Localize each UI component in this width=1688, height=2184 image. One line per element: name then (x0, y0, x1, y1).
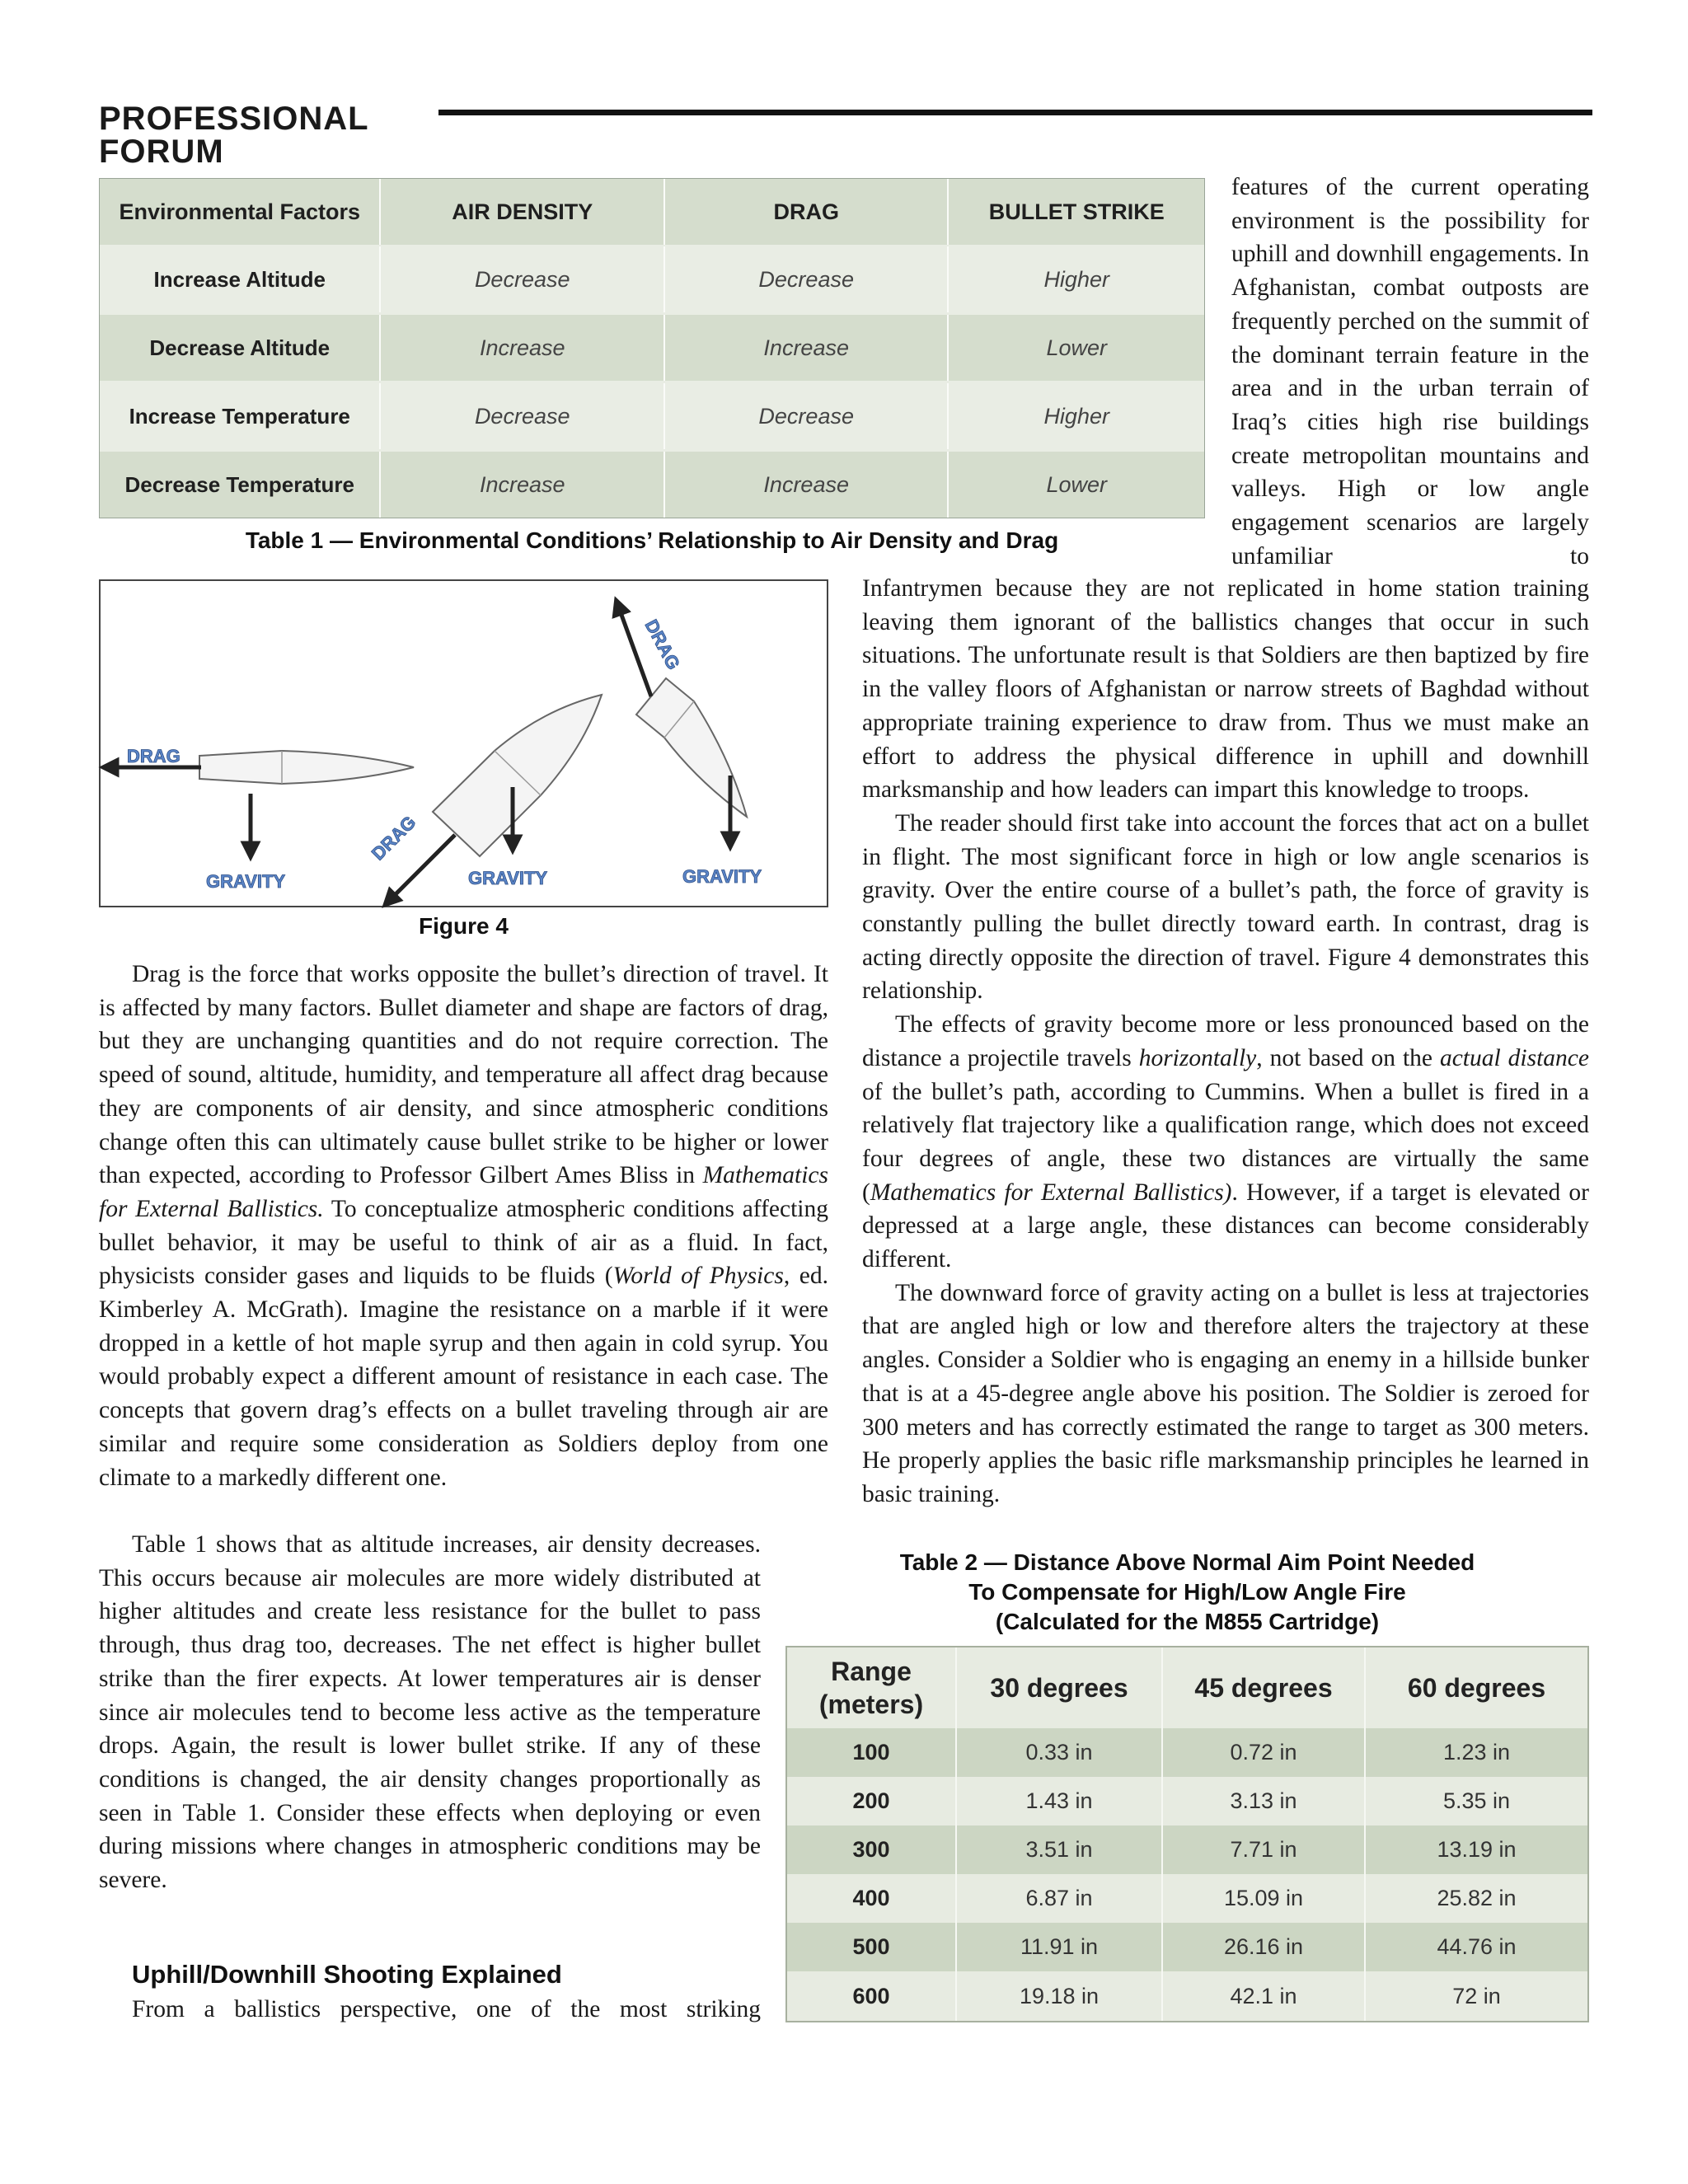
table-2-range-cell: 200 (787, 1777, 957, 1825)
table-2-cell: 25.82 in (1437, 1886, 1517, 1910)
table-2-header-cell: 45 degrees (1163, 1647, 1366, 1728)
right-column-wide-text (862, 572, 1589, 1511)
drag-arrow-3 (618, 606, 651, 696)
figure-4-diagram (101, 581, 827, 906)
table-2-cell: 42.1 in (1163, 1971, 1366, 2021)
text-run: The effects of gravity become more or less pronounced based on the distance a projectile travels (862, 1011, 1589, 1071)
right-column-narrow-text (1231, 171, 1589, 573)
table-2-row (787, 1728, 1587, 1777)
left-column-text-end (99, 1993, 761, 2027)
table-2-caption-line: Table 2 — Distance Above Normal Aim Point Needed (899, 1549, 1475, 1575)
gravity-label-2: GRAVITY (468, 868, 548, 888)
paragraph-uphill-continued: features of the current operating environment is the possibility for uphill and downhill engagements. In Afghanistan, combat outposts are frequently perched on the summit of the dominant terrain feature in the area and in the urban terrain of Iraq’s cities high rise buildings create metropolitan mountains and valleys. High or low angle engagement scenarios are largely unfamiliar to (1231, 174, 1589, 569)
table-2-caption (785, 1548, 1589, 1637)
figure-4-caption: Figure 4 (419, 913, 509, 939)
figure-4 (99, 579, 828, 907)
table-1-row (100, 383, 1204, 449)
table-2-row (787, 1777, 1587, 1825)
paragraph-uphill-start: From a ballistics perspective, one of the most striking (132, 1996, 761, 2022)
table-1 (99, 178, 1205, 518)
table-2-range-cell: 400 (787, 1874, 957, 1923)
table-1-header-cell: DRAG (665, 179, 949, 245)
table-2-cell: 1.23 in (1442, 1740, 1511, 1765)
table-2-row (787, 1825, 1587, 1874)
table-2-cell: 0.72 in (1163, 1728, 1366, 1777)
table-2-range-cell: 100 (787, 1728, 957, 1777)
table-1-row-label: Increase Temperature (100, 383, 381, 449)
table-2-cell: 19.18 in (957, 1971, 1163, 2021)
emphasis: World of Physics (612, 1263, 784, 1290)
left-column-text-wide (99, 958, 828, 1494)
bullet-horizontal (199, 751, 414, 784)
paragraph-gravity-effects (862, 1008, 1589, 1277)
table-1-cell: Increase (665, 452, 949, 518)
table-1-cell: Decrease (665, 383, 949, 449)
table-2-header-row (787, 1647, 1587, 1728)
paragraph-downward-force: The downward force of gravity acting on a bullet is less at trajectories that are angled high or low and therefore alters the trajectory at these angles. Consider a Soldier who is engaging an enemy in a hillside bunker that is at a 45-degree angle above his position. The Soldier is zeroed for 300 meters and has correctly estimated the range to target as 300 meters. He properly applies the basic rifle marksmanship principles he learned in basic training. (862, 1279, 1589, 1507)
header-range-line: (meters) (818, 1690, 924, 1719)
drag-label-1: DRAG (127, 746, 181, 766)
paragraph-table-1-explanation: Table 1 shows that as altitude increases, air density decreases. This occurs because air molecules are more widely distributed at higher altitudes and create less resistance for the bullet to pass through, thus drag too, decreases. The net effect is higher bullet strike than the firer expects. At lower temperatures air is denser since air molecules tend to become less active as the temperature drops. Again, the result is lower bullet strike. If any of these conditions is changed, the air density changes proportionally as seen in Table 1. Consider these effects when deploying or even during missions where changes in atmospheric conditions may be severe. (99, 1531, 761, 1894)
header-rule (438, 110, 1592, 115)
table-1-cell: Increase (665, 315, 949, 381)
drag-label-2: DRAG (367, 812, 420, 865)
table-1-header-cell: AIR DENSITY (381, 179, 664, 245)
table-1-header-cell: Environmental Factors (100, 179, 381, 245)
table-2-cell: 26.16 in (1163, 1923, 1366, 1971)
gravity-label-1: GRAVITY (206, 871, 286, 892)
paragraph-uphill-continued-wide: Infantrymen because they are not replicated in home station training leaving them ignorant of the ballistics changes that occur in such situations. The unfortunate result is that Soldiers are then baptized by fire in the valley floors of Afghanistan or narrow streets of Baghdad without appropriate training experience to draw from. Thus we must make an effort to address the physical difference in uphill and downhill marksmanship and how leaders can impart this knowledge to troops. (862, 575, 1589, 804)
table-2-cell: 5.35 in (1442, 1788, 1511, 1813)
text-run: , ed. Kimberley A. McGrath). Imagine the resistance on a marble if it were dropped in a kettle of hot maple syrup and then again in cold syrup. You would probably expect a different amount of resistance in each case. The concepts that govern drag’s effects on a bullet traveling through air are similar and require some consideration as Soldiers deploy from one climate to a markedly different one. (99, 1263, 828, 1491)
text-run: Drag is the force that works opposite the bullet’s direction of travel. It is affected by many factors. Bullet diameter and shape are factors of drag, but they are unchanging quantities and do not require correction. The speed of sound, altitude, humidity, and temperature all affect drag because they are components of air density, and since atmospheric conditions change often this can ultimately cause bullet strike to be higher or lower than expected, according to Professor Gilbert Ames Bliss in (99, 961, 828, 1189)
table-2-range-cell: 500 (787, 1923, 957, 1971)
table-1-cell: Lower (1046, 471, 1107, 497)
table-2-cell: 72 in (1452, 1983, 1501, 2008)
header-range-line: Range (831, 1657, 912, 1686)
table-1-row-label: Decrease Temperature (100, 452, 381, 518)
table-2-cell: 6.87 in (957, 1874, 1163, 1923)
emphasis: actual distance (1439, 1044, 1589, 1071)
text-run: , not based on the (1256, 1044, 1440, 1071)
table-2-row (787, 1923, 1587, 1971)
table-1-header-row (100, 179, 1204, 245)
table-1-row (100, 315, 1204, 381)
table-2-caption-line: To Compensate for High/Low Angle Fire (968, 1579, 1406, 1605)
table-2-cell: 11.91 in (957, 1923, 1163, 1971)
section-label: PROFESSIONAL FORUM (99, 101, 368, 170)
table-1-cell: Lower (1046, 335, 1107, 360)
text-run: To conceptualize atmospheric conditions affecting bullet behavior, it may be useful to think of air as a fluid. In fact, physicists consider gases and liquids to be fluids ( (99, 1195, 829, 1290)
table-1-row (100, 452, 1204, 518)
table-1-header-cell: BULLET STRIKE (988, 199, 1165, 224)
table-1-cell: Higher (1043, 266, 1109, 292)
table-2-cell: 0.33 in (957, 1728, 1163, 1777)
table-1-row (100, 246, 1204, 312)
table-1-cell: Decrease (381, 246, 664, 312)
table-2-cell: 44.76 in (1437, 1934, 1517, 1959)
table-2-cell: 13.19 in (1437, 1837, 1517, 1862)
table-1-row-label: Increase Altitude (100, 246, 381, 312)
subheading-uphill-downhill: Uphill/Downhill Shooting Explained (132, 1960, 562, 1989)
table-2-header-cell (787, 1647, 957, 1728)
table-2-cell: 7.71 in (1163, 1825, 1366, 1874)
table-2-cell: 3.51 in (957, 1825, 1163, 1874)
table-1-cell: Higher (1043, 403, 1109, 429)
table-2 (785, 1646, 1589, 2022)
emphasis: Mathematics for External Ballistics. (99, 1162, 828, 1222)
table-2-range-cell: 300 (787, 1825, 957, 1874)
bullet-diagonal (433, 695, 602, 856)
left-column-text-narrow (99, 1528, 761, 1897)
table-1-row-label: Decrease Altitude (100, 315, 381, 381)
emphasis: Mathematics for External Ballistics) (870, 1179, 1232, 1206)
table-2-cell: 15.09 in (1163, 1874, 1366, 1923)
emphasis: horizontally (1138, 1044, 1257, 1071)
text-run: of the bullet’s path, according to Cummins. When a bullet is fired in a relatively flat trajectory like a qualification range, which does not exceed four degrees of angle, these two distances are virtually the same ( (862, 1078, 1589, 1206)
paragraph-forces: The reader should first take into account the forces that act on a bullet in flight. The most significant force in high or low angle scenarios is gravity. Over the entire course of a bullet’s path, the force of gravity is constantly pulling the bullet directly toward earth. In contrast, drag is acting directly opposite the direction of travel. Figure 4 demonstrates this relationship. (862, 809, 1589, 1005)
table-1-cell: Increase (381, 315, 664, 381)
table-1-caption: Table 1 — Environmental Conditions’ Relationship to Air Density and Drag (245, 527, 1059, 553)
table-2-header-cell: 30 degrees (957, 1647, 1163, 1728)
table-2-range-cell: 600 (787, 1971, 957, 2021)
gravity-label-3: GRAVITY (682, 866, 762, 887)
table-2-caption-line: (Calculated for the M855 Cartridge) (995, 1609, 1380, 1634)
table-2-header-cell: 60 degrees (1407, 1673, 1546, 1703)
table-1-cell: Increase (381, 452, 664, 518)
table-1-cell: Decrease (665, 246, 949, 312)
table-2-cell: 1.43 in (957, 1777, 1163, 1825)
drag-label-3: DRAG (640, 616, 685, 673)
table-2-row (787, 1971, 1587, 2021)
text-run: . However, if a target is elevated or depressed at a large angle, these distances can become considerably different. (862, 1179, 1589, 1273)
table-1-cell: Decrease (381, 383, 664, 449)
table-2-row (787, 1874, 1587, 1923)
table-2-cell: 3.13 in (1163, 1777, 1366, 1825)
paragraph-drag (99, 958, 828, 1494)
